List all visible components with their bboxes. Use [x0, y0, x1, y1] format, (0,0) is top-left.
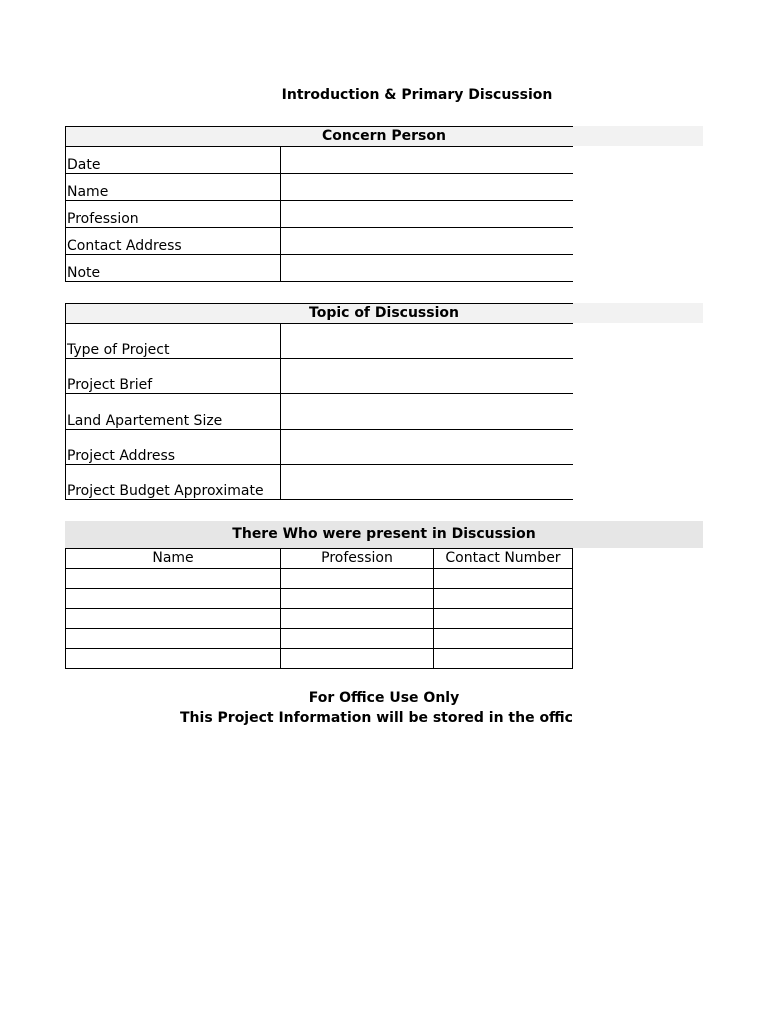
attendee-contact-cell[interactable] [434, 569, 573, 589]
project-budget-field[interactable] [281, 465, 574, 500]
table-row [66, 589, 573, 609]
attendee-profession-cell[interactable] [281, 589, 434, 609]
form-row-name [66, 174, 574, 201]
label-land-size: Land Apartement Size [66, 394, 281, 430]
form-row-type-of-project [66, 324, 574, 359]
type-of-project-field[interactable] [281, 324, 574, 359]
concern-person-table [65, 146, 573, 282]
attendee-name-cell[interactable] [66, 569, 281, 589]
column-header-profession: Profession [281, 549, 434, 569]
project-brief-field[interactable] [281, 359, 574, 394]
label-profession: Profession [66, 201, 281, 228]
attendee-profession-cell[interactable] [281, 629, 434, 649]
present-table-header-row [66, 549, 573, 569]
attendee-contact-cell[interactable] [434, 649, 573, 669]
attendee-contact-cell[interactable] [434, 609, 573, 629]
label-contact-address: Contact Address [66, 228, 281, 255]
form-row-profession [66, 201, 574, 228]
office-use-note: This Project Information will be stored in the offic [180, 710, 573, 726]
label-project-budget: Project Budget Approximate [66, 465, 281, 500]
form-row-project-address [66, 430, 574, 465]
form-row-date [66, 147, 574, 174]
attendee-contact-cell[interactable] [434, 589, 573, 609]
contact-address-field[interactable] [281, 228, 574, 255]
name-field[interactable] [281, 174, 574, 201]
attendee-profession-cell[interactable] [281, 649, 434, 669]
topic-table [65, 323, 573, 500]
label-project-address: Project Address [66, 430, 281, 465]
present-table [65, 548, 573, 669]
attendee-profession-cell[interactable] [281, 609, 434, 629]
form-row-land-size [66, 394, 574, 430]
attendee-name-cell[interactable] [66, 609, 281, 629]
attendee-contact-cell[interactable] [434, 629, 573, 649]
concern-person-header-text: Concern Person [322, 128, 446, 144]
table-row [66, 649, 573, 669]
project-address-field[interactable] [281, 430, 574, 465]
label-date: Date [66, 147, 281, 174]
label-note: Note [66, 255, 281, 282]
label-type-of-project: Type of Project [66, 324, 281, 359]
date-field[interactable] [281, 147, 574, 174]
present-header [65, 521, 703, 548]
column-header-contact-number: Contact Number [434, 549, 573, 569]
attendee-name-cell[interactable] [66, 589, 281, 609]
attendee-name-cell[interactable] [66, 629, 281, 649]
concern-person-header-border [65, 126, 573, 146]
form-row-project-budget [66, 465, 574, 500]
note-field[interactable] [281, 255, 574, 282]
present-header-text: There Who were present in Discussion [232, 526, 536, 542]
column-header-name: Name [66, 549, 281, 569]
topic-header-border [65, 303, 573, 323]
label-project-brief: Project Brief [66, 359, 281, 394]
table-row [66, 629, 573, 649]
label-name: Name [66, 174, 281, 201]
profession-field[interactable] [281, 201, 574, 228]
form-row-contact-address [66, 228, 574, 255]
page-title: Introduction & Primary Discussion [281, 87, 553, 103]
table-row [66, 569, 573, 589]
office-use-title: For Office Use Only [308, 690, 460, 706]
table-row [66, 609, 573, 629]
topic-header-text: Topic of Discussion [309, 305, 459, 321]
attendee-name-cell[interactable] [66, 649, 281, 669]
form-row-note [66, 255, 574, 282]
form-row-project-brief [66, 359, 574, 394]
attendee-profession-cell[interactable] [281, 569, 434, 589]
land-size-field[interactable] [281, 394, 574, 430]
